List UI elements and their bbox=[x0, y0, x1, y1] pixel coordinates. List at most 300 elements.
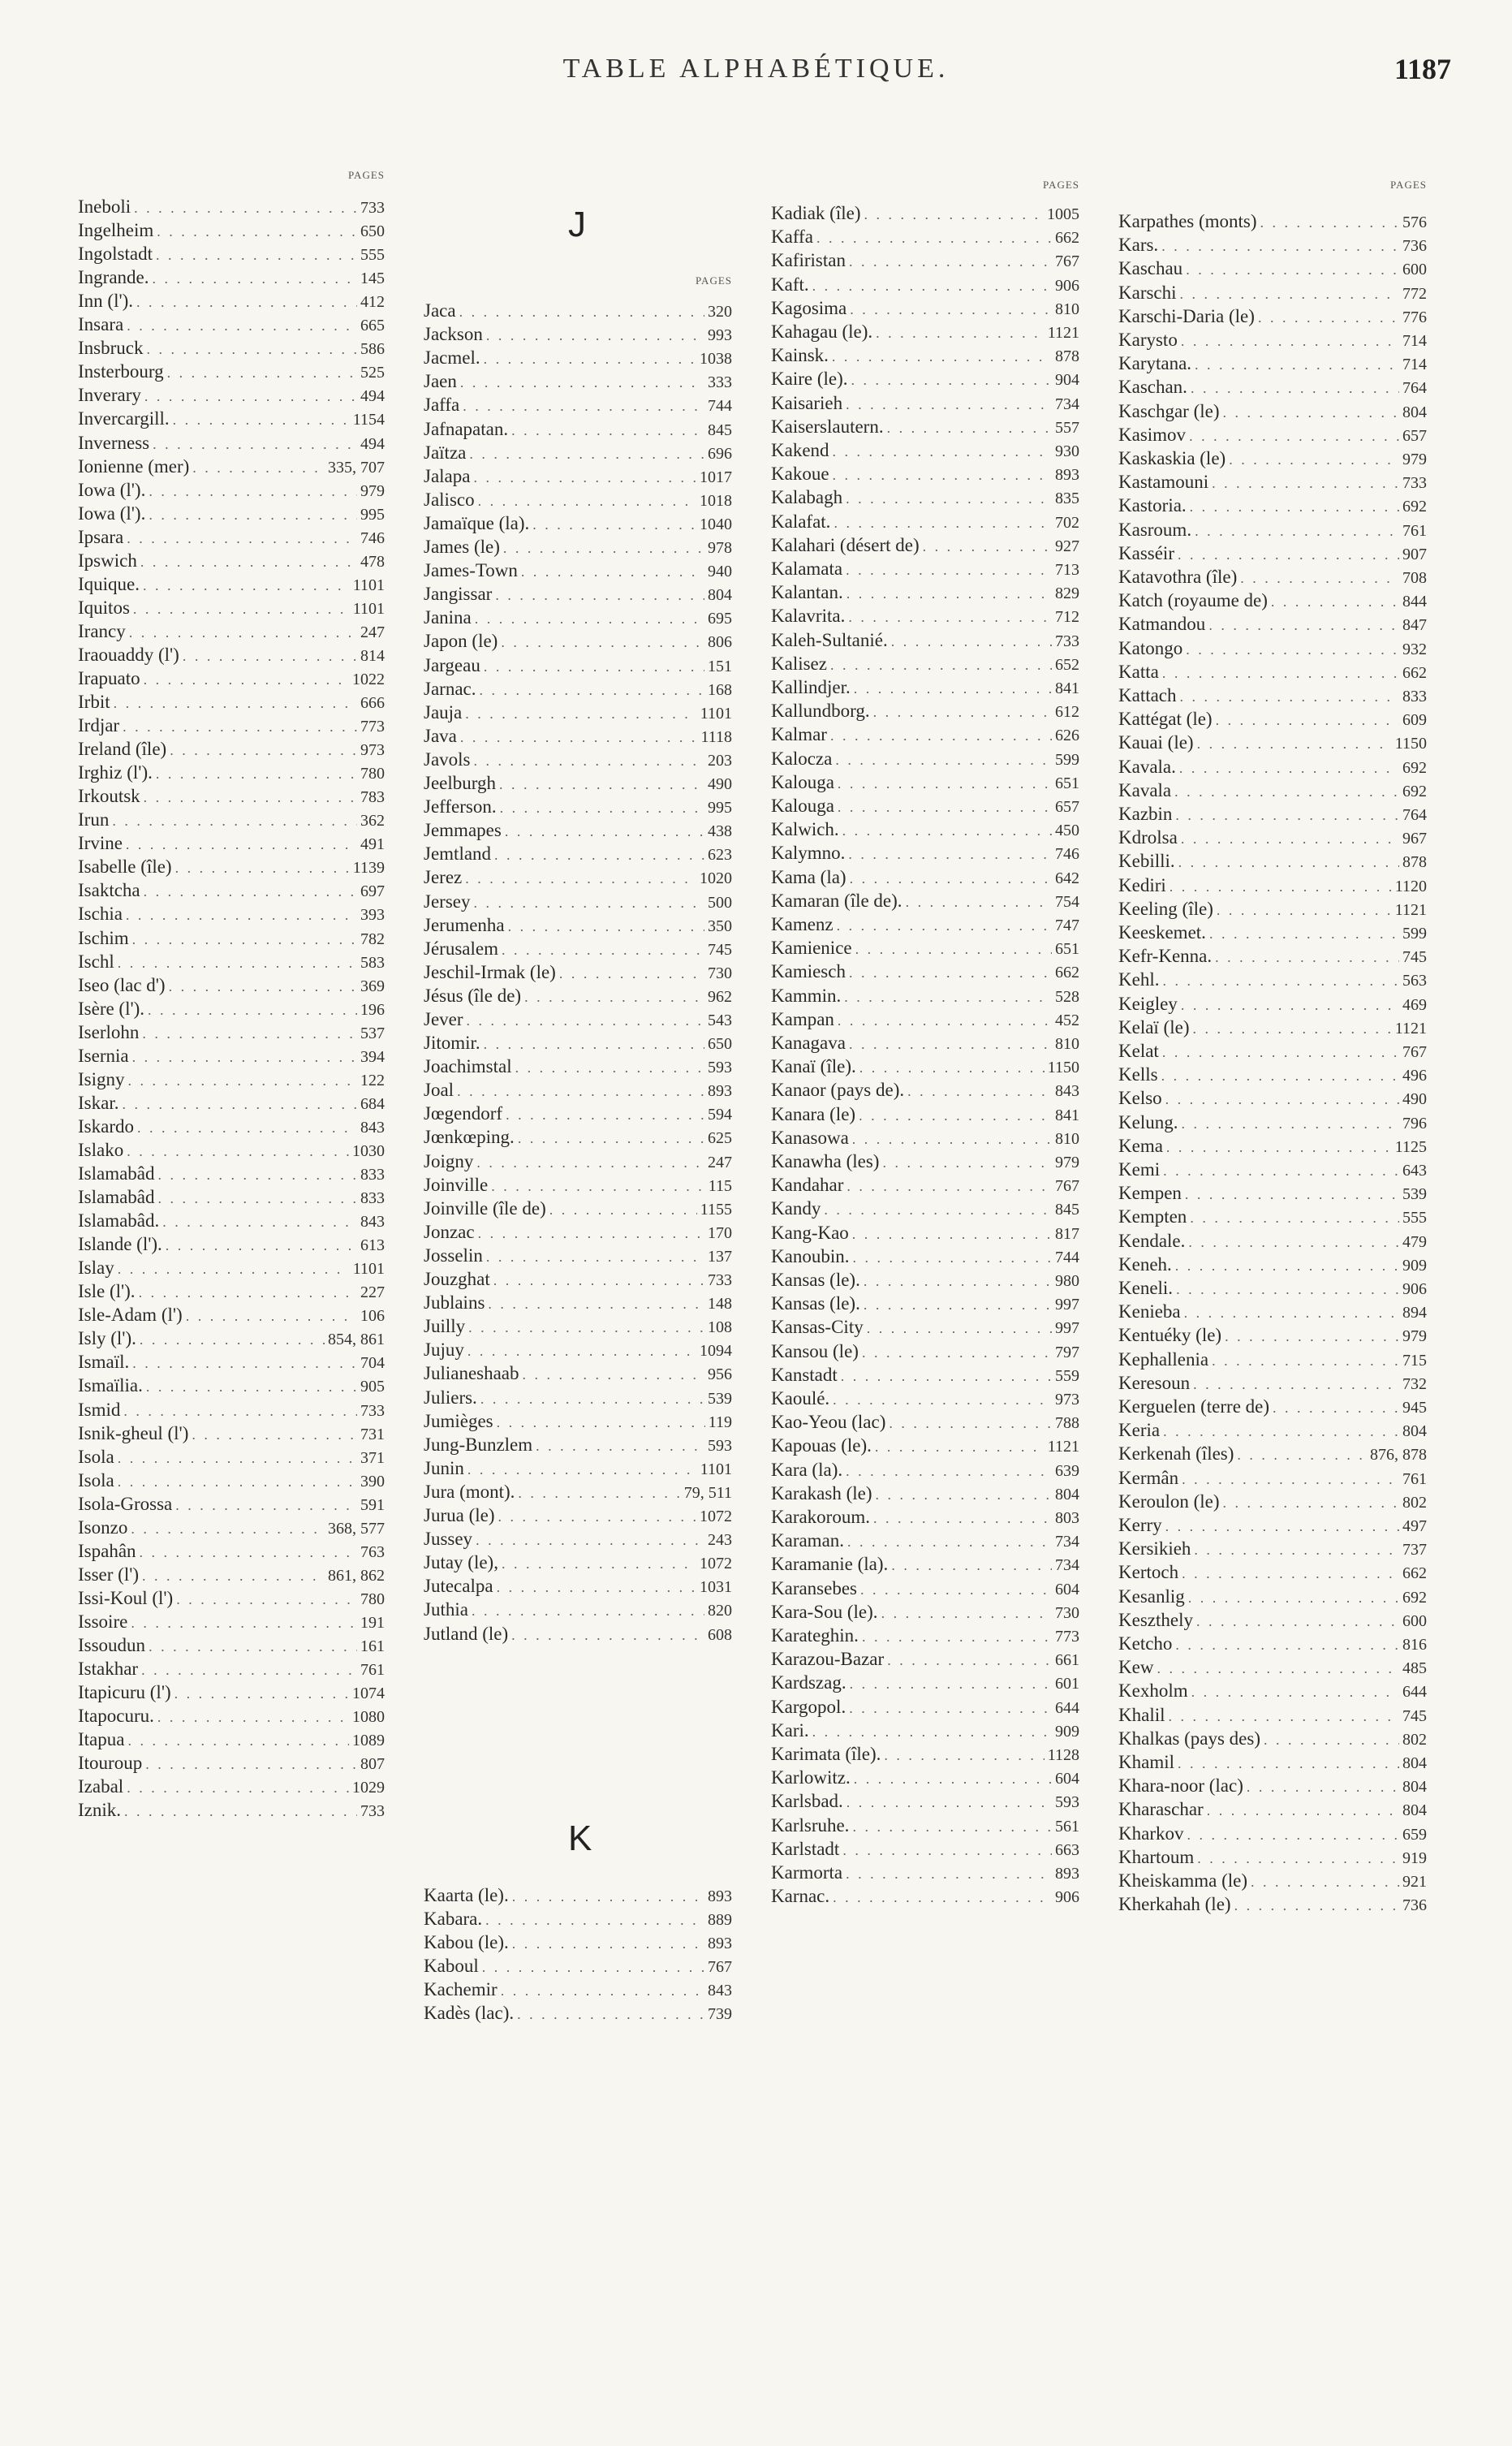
leader-dots bbox=[175, 860, 350, 877]
index-entry bbox=[78, 597, 385, 619]
entry-name: Keeling (île) bbox=[1118, 899, 1213, 919]
entry-page: 733 bbox=[360, 1802, 385, 1820]
pages-column-header: PAGES bbox=[1043, 179, 1079, 191]
entry-name: Kempten bbox=[1118, 1206, 1187, 1227]
index-entry bbox=[1118, 1775, 1427, 1797]
entry-page: 878 bbox=[1055, 347, 1079, 365]
entry-name: Iznik. bbox=[78, 1800, 122, 1820]
entry-name: Jussey bbox=[424, 1529, 473, 1549]
entry-page: 692 bbox=[1402, 759, 1427, 777]
index-entry bbox=[78, 739, 385, 760]
entry-page: 733 bbox=[708, 1271, 732, 1289]
leader-dots bbox=[478, 1225, 704, 1242]
entry-name: Islako bbox=[78, 1140, 124, 1160]
entry-page: 907 bbox=[1402, 546, 1427, 563]
entry-name: Kansou (le) bbox=[771, 1341, 859, 1361]
entry-name: Jamaïque (la). bbox=[424, 513, 530, 533]
entry-name: Jonzac bbox=[424, 1222, 475, 1242]
entry-page: 995 bbox=[708, 799, 732, 817]
entry-name: Jacmel. bbox=[424, 347, 480, 368]
entry-name: Jauja bbox=[424, 702, 463, 723]
entry-name: Jaïtza bbox=[424, 442, 467, 463]
leader-dots bbox=[812, 1723, 1052, 1741]
entry-page: 817 bbox=[1055, 1225, 1079, 1243]
entry-page: 644 bbox=[1402, 1683, 1427, 1701]
leader-dots bbox=[860, 1581, 1052, 1598]
leader-dots bbox=[1174, 783, 1399, 800]
leader-dots bbox=[166, 1237, 357, 1254]
page-number: 1187 bbox=[1394, 53, 1452, 85]
leader-dots bbox=[1176, 1281, 1399, 1298]
entry-name: Kharkov bbox=[1118, 1823, 1184, 1844]
entry-name: Katavothra (île) bbox=[1118, 567, 1238, 587]
leader-dots bbox=[112, 813, 357, 830]
entry-name: Kalavrita. bbox=[771, 606, 846, 626]
entry-name: Kalouga bbox=[771, 772, 834, 792]
entry-name: Jaffa bbox=[424, 395, 460, 415]
entry-name: Jujuy bbox=[424, 1339, 464, 1360]
index-entry bbox=[78, 1659, 385, 1680]
index-entry bbox=[424, 1956, 732, 1977]
entry-name: Kanoubin. bbox=[771, 1246, 850, 1266]
entry-name: Isère (l'). bbox=[78, 999, 145, 1019]
entry-page: 469 bbox=[1402, 996, 1427, 1014]
entry-page: 79, 511 bbox=[683, 1484, 732, 1502]
entry-name: Jérusalem bbox=[424, 938, 498, 959]
leader-dots bbox=[838, 1012, 1052, 1029]
index-entry bbox=[771, 535, 1079, 556]
entry-name: Kherkahah (le) bbox=[1118, 1894, 1231, 1914]
leader-dots bbox=[832, 348, 1052, 365]
entry-page: 543 bbox=[708, 1012, 732, 1029]
index-entry bbox=[771, 1839, 1079, 1860]
index-entry bbox=[1118, 1443, 1427, 1465]
entry-name: Islay bbox=[78, 1258, 114, 1278]
leader-dots bbox=[192, 1426, 357, 1443]
entry-page: 804 bbox=[1402, 403, 1427, 421]
entry-page: 802 bbox=[1402, 1731, 1427, 1749]
leader-dots bbox=[1162, 1044, 1399, 1061]
entry-page: 780 bbox=[360, 1590, 385, 1608]
index-entry bbox=[1118, 1112, 1427, 1133]
entry-name: Insara bbox=[78, 314, 124, 334]
leader-dots bbox=[484, 1036, 704, 1053]
entry-name: Jeschil-Irmak (le) bbox=[424, 962, 556, 982]
entry-name: Iowa (l'). bbox=[78, 503, 146, 524]
index-entry bbox=[1118, 306, 1427, 327]
entry-name: Ineboli bbox=[78, 196, 131, 217]
index-entry bbox=[424, 938, 732, 960]
entry-name: Kebilli. bbox=[1118, 851, 1175, 871]
entry-name: Kanaï (île). bbox=[771, 1056, 856, 1076]
index-entry bbox=[78, 456, 385, 477]
index-entry bbox=[1118, 1705, 1427, 1726]
index-entry bbox=[424, 1056, 732, 1077]
leader-dots bbox=[1163, 1423, 1399, 1440]
leader-dots bbox=[1190, 498, 1399, 516]
index-entry bbox=[424, 1624, 732, 1645]
leader-dots bbox=[136, 294, 357, 311]
entry-name: Itouroup bbox=[78, 1753, 143, 1773]
index-entry bbox=[771, 274, 1079, 296]
entry-name: Jerez bbox=[424, 867, 463, 887]
leader-dots bbox=[830, 727, 1052, 744]
entry-name: Karschi bbox=[1118, 283, 1177, 303]
entry-name: Kells bbox=[1118, 1064, 1158, 1085]
entry-page: 1089 bbox=[352, 1732, 385, 1749]
leader-dots bbox=[1175, 1258, 1399, 1275]
leader-dots bbox=[137, 1119, 357, 1137]
entry-name: Kardszag. bbox=[771, 1672, 846, 1693]
entry-page: 1150 bbox=[1047, 1059, 1079, 1076]
entry-name: Kattach bbox=[1118, 685, 1177, 705]
leader-dots bbox=[484, 351, 696, 368]
index-entry bbox=[78, 904, 385, 925]
entry-page: 586 bbox=[360, 340, 385, 358]
leader-dots bbox=[123, 1403, 357, 1420]
entry-page: 555 bbox=[1402, 1209, 1427, 1227]
leader-dots bbox=[837, 917, 1052, 934]
entry-name: Isser (l') bbox=[78, 1564, 140, 1585]
entry-page: 797 bbox=[1055, 1344, 1079, 1361]
entry-page: 773 bbox=[1055, 1628, 1079, 1646]
entry-name: Jutecalpa bbox=[424, 1576, 493, 1596]
index-entry bbox=[771, 1554, 1079, 1575]
leader-dots bbox=[156, 247, 357, 264]
leader-dots bbox=[876, 325, 1045, 342]
leader-dots bbox=[469, 446, 704, 463]
entry-page: 593 bbox=[1055, 1793, 1079, 1811]
entry-name: Kars. bbox=[1118, 235, 1159, 255]
entry-page: 967 bbox=[1402, 830, 1427, 848]
leader-dots bbox=[143, 577, 350, 594]
leader-dots bbox=[842, 1842, 1052, 1859]
leader-dots bbox=[476, 1154, 704, 1171]
entry-page: 767 bbox=[708, 1958, 732, 1976]
leader-dots bbox=[521, 563, 704, 580]
entry-name: Khara-noor (lac) bbox=[1118, 1775, 1243, 1796]
entry-name: Kampan bbox=[771, 1009, 834, 1029]
entry-page: 650 bbox=[708, 1035, 732, 1053]
index-entry bbox=[1118, 353, 1427, 374]
index-entry bbox=[1118, 1159, 1427, 1180]
entry-page: 1072 bbox=[700, 1555, 732, 1572]
leader-dots bbox=[532, 516, 696, 533]
leader-dots bbox=[859, 1059, 1045, 1076]
index-entry bbox=[771, 1435, 1079, 1456]
index-entry bbox=[424, 2003, 732, 2024]
index-entry bbox=[78, 1116, 385, 1137]
entry-page: 893 bbox=[708, 1935, 732, 1952]
index-entry bbox=[1118, 899, 1427, 920]
index-entry bbox=[1118, 1538, 1427, 1559]
entry-page: 919 bbox=[1402, 1849, 1427, 1867]
leader-dots bbox=[511, 422, 704, 439]
entry-page: 714 bbox=[1402, 332, 1427, 350]
leader-dots bbox=[1196, 1613, 1399, 1630]
entry-page: 662 bbox=[1402, 1564, 1427, 1582]
leader-dots bbox=[127, 530, 357, 547]
index-entry bbox=[771, 582, 1079, 603]
entry-page: 657 bbox=[1402, 427, 1427, 445]
entry-page: 561 bbox=[1055, 1818, 1079, 1836]
leader-dots bbox=[846, 585, 1052, 602]
leader-dots bbox=[852, 1131, 1052, 1148]
entry-name: Kasimov bbox=[1118, 425, 1187, 445]
index-entry bbox=[78, 856, 385, 878]
entry-page: 600 bbox=[1402, 1612, 1427, 1630]
entry-name: Ingrande. bbox=[78, 267, 149, 287]
index-entry bbox=[424, 891, 732, 912]
index-entry bbox=[424, 915, 732, 936]
index-entry bbox=[78, 1187, 385, 1208]
leader-dots bbox=[536, 1438, 704, 1455]
entry-page: 847 bbox=[1402, 616, 1427, 634]
index-entry bbox=[771, 1293, 1079, 1314]
entry-page: 1121 bbox=[1394, 901, 1427, 919]
entry-name: Kentuéky (le) bbox=[1118, 1325, 1222, 1345]
index-entry bbox=[1118, 994, 1427, 1015]
entry-page: 734 bbox=[1055, 395, 1079, 413]
entry-page: 763 bbox=[360, 1543, 385, 1561]
index-entry bbox=[771, 393, 1079, 414]
entry-name: Kalamata bbox=[771, 559, 843, 579]
entry-name: Jouzghat bbox=[424, 1269, 490, 1289]
leader-dots bbox=[132, 931, 357, 948]
index-entry bbox=[771, 440, 1079, 461]
entry-page: 1072 bbox=[700, 1508, 732, 1525]
index-entry bbox=[424, 1080, 732, 1101]
index-entry bbox=[771, 321, 1079, 343]
entry-name: Keroulon (le) bbox=[1118, 1491, 1220, 1512]
index-entry bbox=[424, 1175, 732, 1196]
index-entry bbox=[424, 1127, 732, 1148]
index-entry bbox=[771, 606, 1079, 627]
index-entry bbox=[771, 1697, 1079, 1718]
entry-name: Kavala. bbox=[1118, 757, 1176, 777]
leader-dots bbox=[124, 1803, 357, 1820]
entry-name: Kefr-Kenna. bbox=[1118, 946, 1213, 966]
entry-page: 845 bbox=[708, 421, 732, 439]
index-entry bbox=[771, 203, 1079, 224]
index-entry bbox=[424, 867, 732, 888]
entry-page: 704 bbox=[360, 1354, 385, 1372]
leader-dots bbox=[851, 372, 1053, 389]
leader-dots bbox=[1217, 902, 1392, 919]
leader-dots bbox=[923, 538, 1052, 555]
index-entry bbox=[424, 1552, 732, 1573]
leader-dots bbox=[846, 1178, 1052, 1195]
entry-page: 1154 bbox=[352, 411, 385, 429]
entry-page: 170 bbox=[708, 1224, 732, 1242]
index-entry bbox=[771, 1815, 1079, 1836]
leader-dots bbox=[1193, 1376, 1399, 1393]
index-entry bbox=[424, 679, 732, 700]
entry-page: 979 bbox=[1402, 1327, 1427, 1345]
entry-name: Jurua (le) bbox=[424, 1505, 495, 1525]
index-entry bbox=[1118, 851, 1427, 872]
entry-name: Isaktcha bbox=[78, 880, 140, 900]
index-entry bbox=[424, 1482, 732, 1503]
entry-name: Kama (la) bbox=[771, 867, 846, 887]
entry-page: 613 bbox=[360, 1236, 385, 1254]
entry-name: Kaoulé. bbox=[771, 1388, 830, 1408]
entry-page: 962 bbox=[708, 988, 732, 1006]
entry-name: Islamabâd bbox=[78, 1163, 155, 1184]
entry-page: 803 bbox=[1055, 1509, 1079, 1527]
index-entry bbox=[1118, 1349, 1427, 1370]
index-entry bbox=[424, 986, 732, 1007]
leader-dots bbox=[873, 1510, 1052, 1527]
index-entry bbox=[424, 1576, 732, 1597]
entry-page: 921 bbox=[1402, 1873, 1427, 1891]
entry-page: 714 bbox=[1402, 356, 1427, 373]
entry-page: 780 bbox=[360, 765, 385, 783]
entry-page: 932 bbox=[1402, 641, 1427, 658]
entry-page: 754 bbox=[1055, 893, 1079, 911]
leader-dots bbox=[1209, 925, 1399, 943]
leader-dots bbox=[841, 1368, 1052, 1385]
index-entry bbox=[771, 345, 1079, 366]
index-entry bbox=[424, 1245, 732, 1266]
entry-page: 1125 bbox=[1394, 1138, 1427, 1156]
entry-name: Irvine bbox=[78, 833, 123, 853]
entry-name: Irghiz (l'). bbox=[78, 762, 153, 783]
leader-dots bbox=[864, 206, 1044, 223]
entry-name: Isly (l'). bbox=[78, 1328, 136, 1348]
entry-page: 369 bbox=[360, 977, 385, 995]
entry-page: 665 bbox=[360, 317, 385, 334]
entry-name: Kansas (le). bbox=[771, 1270, 860, 1290]
entry-page: 525 bbox=[360, 364, 385, 382]
entry-page: 835 bbox=[1055, 490, 1079, 507]
leader-dots bbox=[183, 648, 357, 665]
entry-name: Islamabâd bbox=[78, 1187, 155, 1207]
leader-dots bbox=[1260, 214, 1399, 231]
entry-page: 1121 bbox=[1047, 1438, 1079, 1456]
entry-name: Karaman. bbox=[771, 1530, 845, 1551]
leader-dots bbox=[1194, 1542, 1399, 1559]
entry-page: 745 bbox=[708, 941, 732, 959]
entry-page: 491 bbox=[360, 835, 385, 853]
entry-page: 841 bbox=[1055, 1107, 1079, 1124]
entry-page: 973 bbox=[360, 741, 385, 759]
entry-page: 845 bbox=[1055, 1201, 1079, 1219]
index-entry bbox=[771, 1602, 1079, 1623]
entry-name: Janina bbox=[424, 607, 472, 628]
entry-page: 684 bbox=[360, 1095, 385, 1113]
leader-dots bbox=[145, 1756, 357, 1773]
index-entry bbox=[78, 1635, 385, 1656]
entry-name: Jargeau bbox=[424, 655, 480, 675]
leader-dots bbox=[459, 304, 704, 321]
index-entry bbox=[424, 513, 732, 534]
leader-dots bbox=[559, 965, 704, 982]
leader-dots bbox=[848, 609, 1052, 626]
entry-name: Kamiesch bbox=[771, 961, 846, 981]
index-entry bbox=[424, 1979, 732, 2000]
leader-dots bbox=[501, 634, 704, 651]
index-entry bbox=[1118, 709, 1427, 730]
index-entry bbox=[424, 395, 732, 416]
entry-name: Jung-Bunzlem bbox=[424, 1434, 533, 1455]
leader-dots bbox=[132, 1049, 357, 1066]
index-entry bbox=[78, 244, 385, 265]
entry-page: 927 bbox=[1055, 537, 1079, 555]
entry-name: Kew bbox=[1118, 1657, 1154, 1677]
leader-dots bbox=[882, 1154, 1052, 1171]
entry-name: Ipswich bbox=[78, 550, 137, 571]
index-entry bbox=[1118, 1041, 1427, 1062]
index-entry bbox=[424, 300, 732, 321]
entry-name: Karakash (le) bbox=[771, 1483, 872, 1503]
leader-dots bbox=[1223, 404, 1399, 421]
leader-dots bbox=[162, 1214, 357, 1231]
entry-page: 810 bbox=[1055, 1130, 1079, 1148]
leader-dots bbox=[1212, 1352, 1399, 1370]
entry-page: 651 bbox=[1055, 940, 1079, 958]
leader-dots bbox=[859, 1107, 1052, 1124]
leader-dots bbox=[887, 1652, 1052, 1669]
leader-dots bbox=[850, 870, 1052, 887]
entry-page: 715 bbox=[1402, 1352, 1427, 1370]
entry-name: Invercargill. bbox=[78, 408, 170, 429]
index-entry bbox=[424, 1599, 732, 1620]
leader-dots bbox=[503, 540, 704, 557]
index-entry bbox=[424, 1222, 732, 1243]
entry-page: 804 bbox=[708, 586, 732, 604]
index-entry bbox=[78, 1281, 385, 1302]
entry-name: Kerkenah (îles) bbox=[1118, 1443, 1234, 1464]
index-entry bbox=[1118, 1562, 1427, 1583]
entry-page: 731 bbox=[360, 1426, 385, 1443]
entry-name: Kehl. bbox=[1118, 969, 1160, 990]
entry-name: Isernia bbox=[78, 1046, 129, 1066]
index-entry bbox=[78, 1588, 385, 1609]
entry-page: 601 bbox=[1055, 1675, 1079, 1693]
entry-name: Iseo (lac d') bbox=[78, 975, 166, 995]
entry-page: 599 bbox=[1055, 751, 1079, 769]
entry-page: 739 bbox=[708, 2005, 732, 2023]
leader-dots bbox=[891, 633, 1052, 650]
leader-dots bbox=[1188, 1590, 1399, 1607]
leader-dots bbox=[486, 327, 704, 344]
entry-name: Kastamouni bbox=[1118, 472, 1209, 492]
entry-page: 479 bbox=[1402, 1233, 1427, 1251]
index-entry bbox=[771, 1507, 1079, 1528]
entry-name: Keeskemet. bbox=[1118, 922, 1206, 943]
leader-dots bbox=[1179, 760, 1399, 777]
entry-name: Juthia bbox=[424, 1599, 468, 1620]
index-entry bbox=[771, 298, 1079, 319]
leader-dots bbox=[1273, 1400, 1399, 1417]
leader-dots bbox=[891, 1557, 1052, 1574]
index-entry bbox=[1118, 1064, 1427, 1085]
entry-page: 745 bbox=[1402, 948, 1427, 966]
index-entry bbox=[1118, 757, 1427, 778]
entry-name: Joal bbox=[424, 1080, 454, 1100]
entry-page: 594 bbox=[708, 1106, 732, 1124]
entry-name: Juliers. bbox=[424, 1387, 477, 1408]
leader-dots bbox=[506, 1107, 704, 1124]
index-entry bbox=[424, 584, 732, 605]
leader-dots bbox=[867, 1320, 1052, 1337]
entry-page: 191 bbox=[360, 1614, 385, 1632]
index-entry bbox=[424, 490, 732, 511]
entry-page: 662 bbox=[1055, 229, 1079, 247]
entry-name: Kamenz bbox=[771, 914, 834, 934]
entry-name: Kaboul bbox=[424, 1956, 479, 1976]
